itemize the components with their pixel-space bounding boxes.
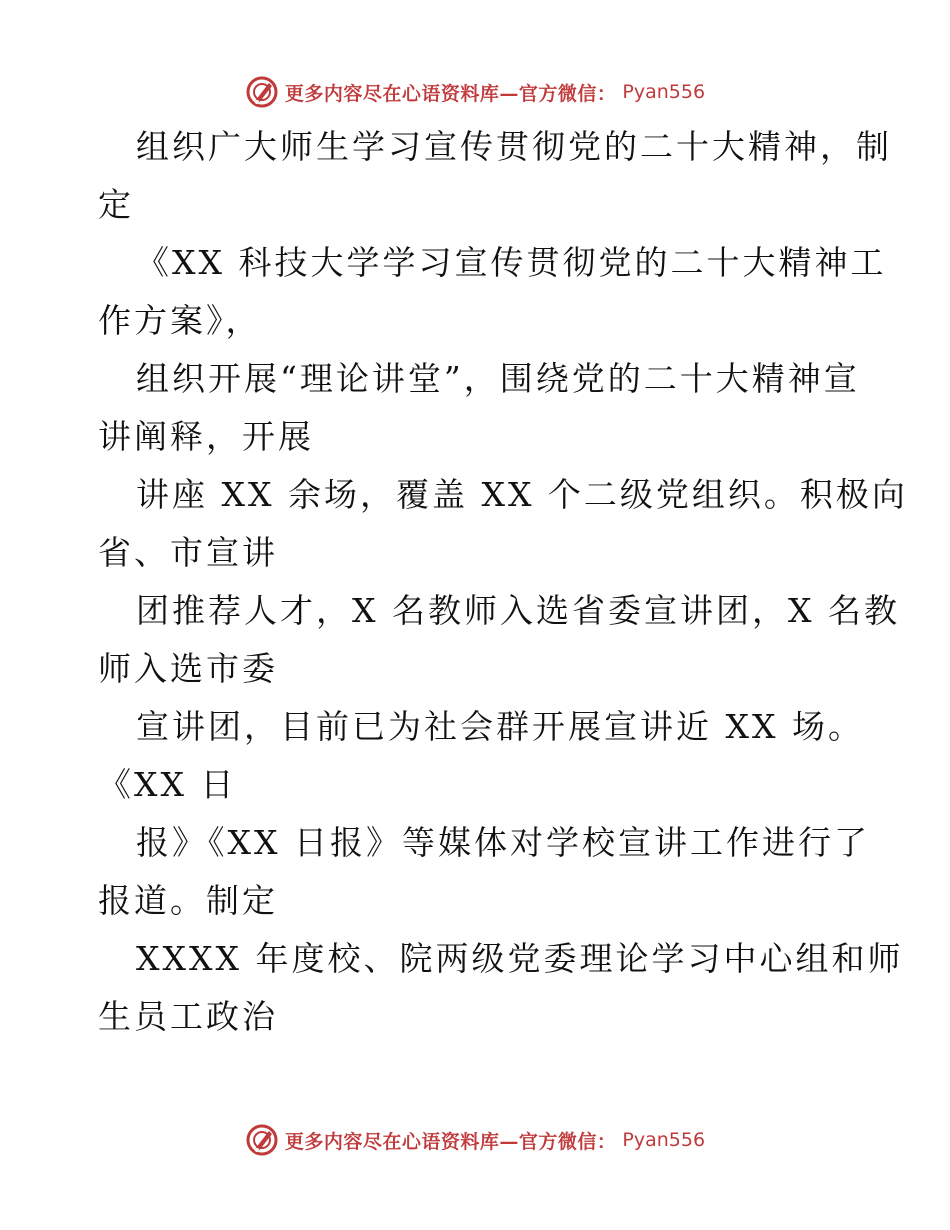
text-line: XXXX 年度校、院两级党委理论学习中心组和师 [136,939,904,978]
footer-wechat-id: Pyan556 [622,1129,706,1151]
pen-logo-icon [245,75,279,109]
text-line: 组织开展“理论讲堂”，围绕党的二十大精神宣 [136,359,860,398]
text-line: 报道。制定 [98,881,278,920]
text-line: 讲阐释，开展 [98,417,314,456]
text-line: 作方案》， [98,301,262,340]
header-wechat-id: Pyan556 [622,81,706,103]
footer-banner-text: 更多内容尽在心语资料库—官方微信： [284,1130,617,1153]
text-line: 省、市宣讲 [98,533,278,572]
pen-logo-icon [245,1123,279,1157]
text-line: 师入选市委 [98,649,278,688]
text-line: 报》《XX 日报》等媒体对学校宣讲工作进行了 [136,823,870,862]
header-banner [0,72,950,112]
text-line: 讲座 XX 余场，覆盖 XX 个二级党组织。积极向 [136,475,908,514]
text-line: 定 [98,185,134,224]
text-line: 生员工政治 [98,997,278,1036]
footer-banner [0,1120,950,1160]
text-line: 组织广大师生学习宣传贯彻党的二十大精神，制 [136,127,892,166]
text-line: 团推荐人才，X 名教师入选省委宣讲团，X 名教 [136,591,900,630]
header-banner-text: 更多内容尽在心语资料库—官方微信： [284,82,617,105]
text-line: 《XX 科技大学学习宣传贯彻党的二十大精神工 [136,243,887,282]
text-line: 宣讲团，目前已为社会群开展宣讲近 XX 场。 [136,707,864,746]
text-line: 《XX 日 [98,765,237,804]
document-body [98,118,908,1046]
